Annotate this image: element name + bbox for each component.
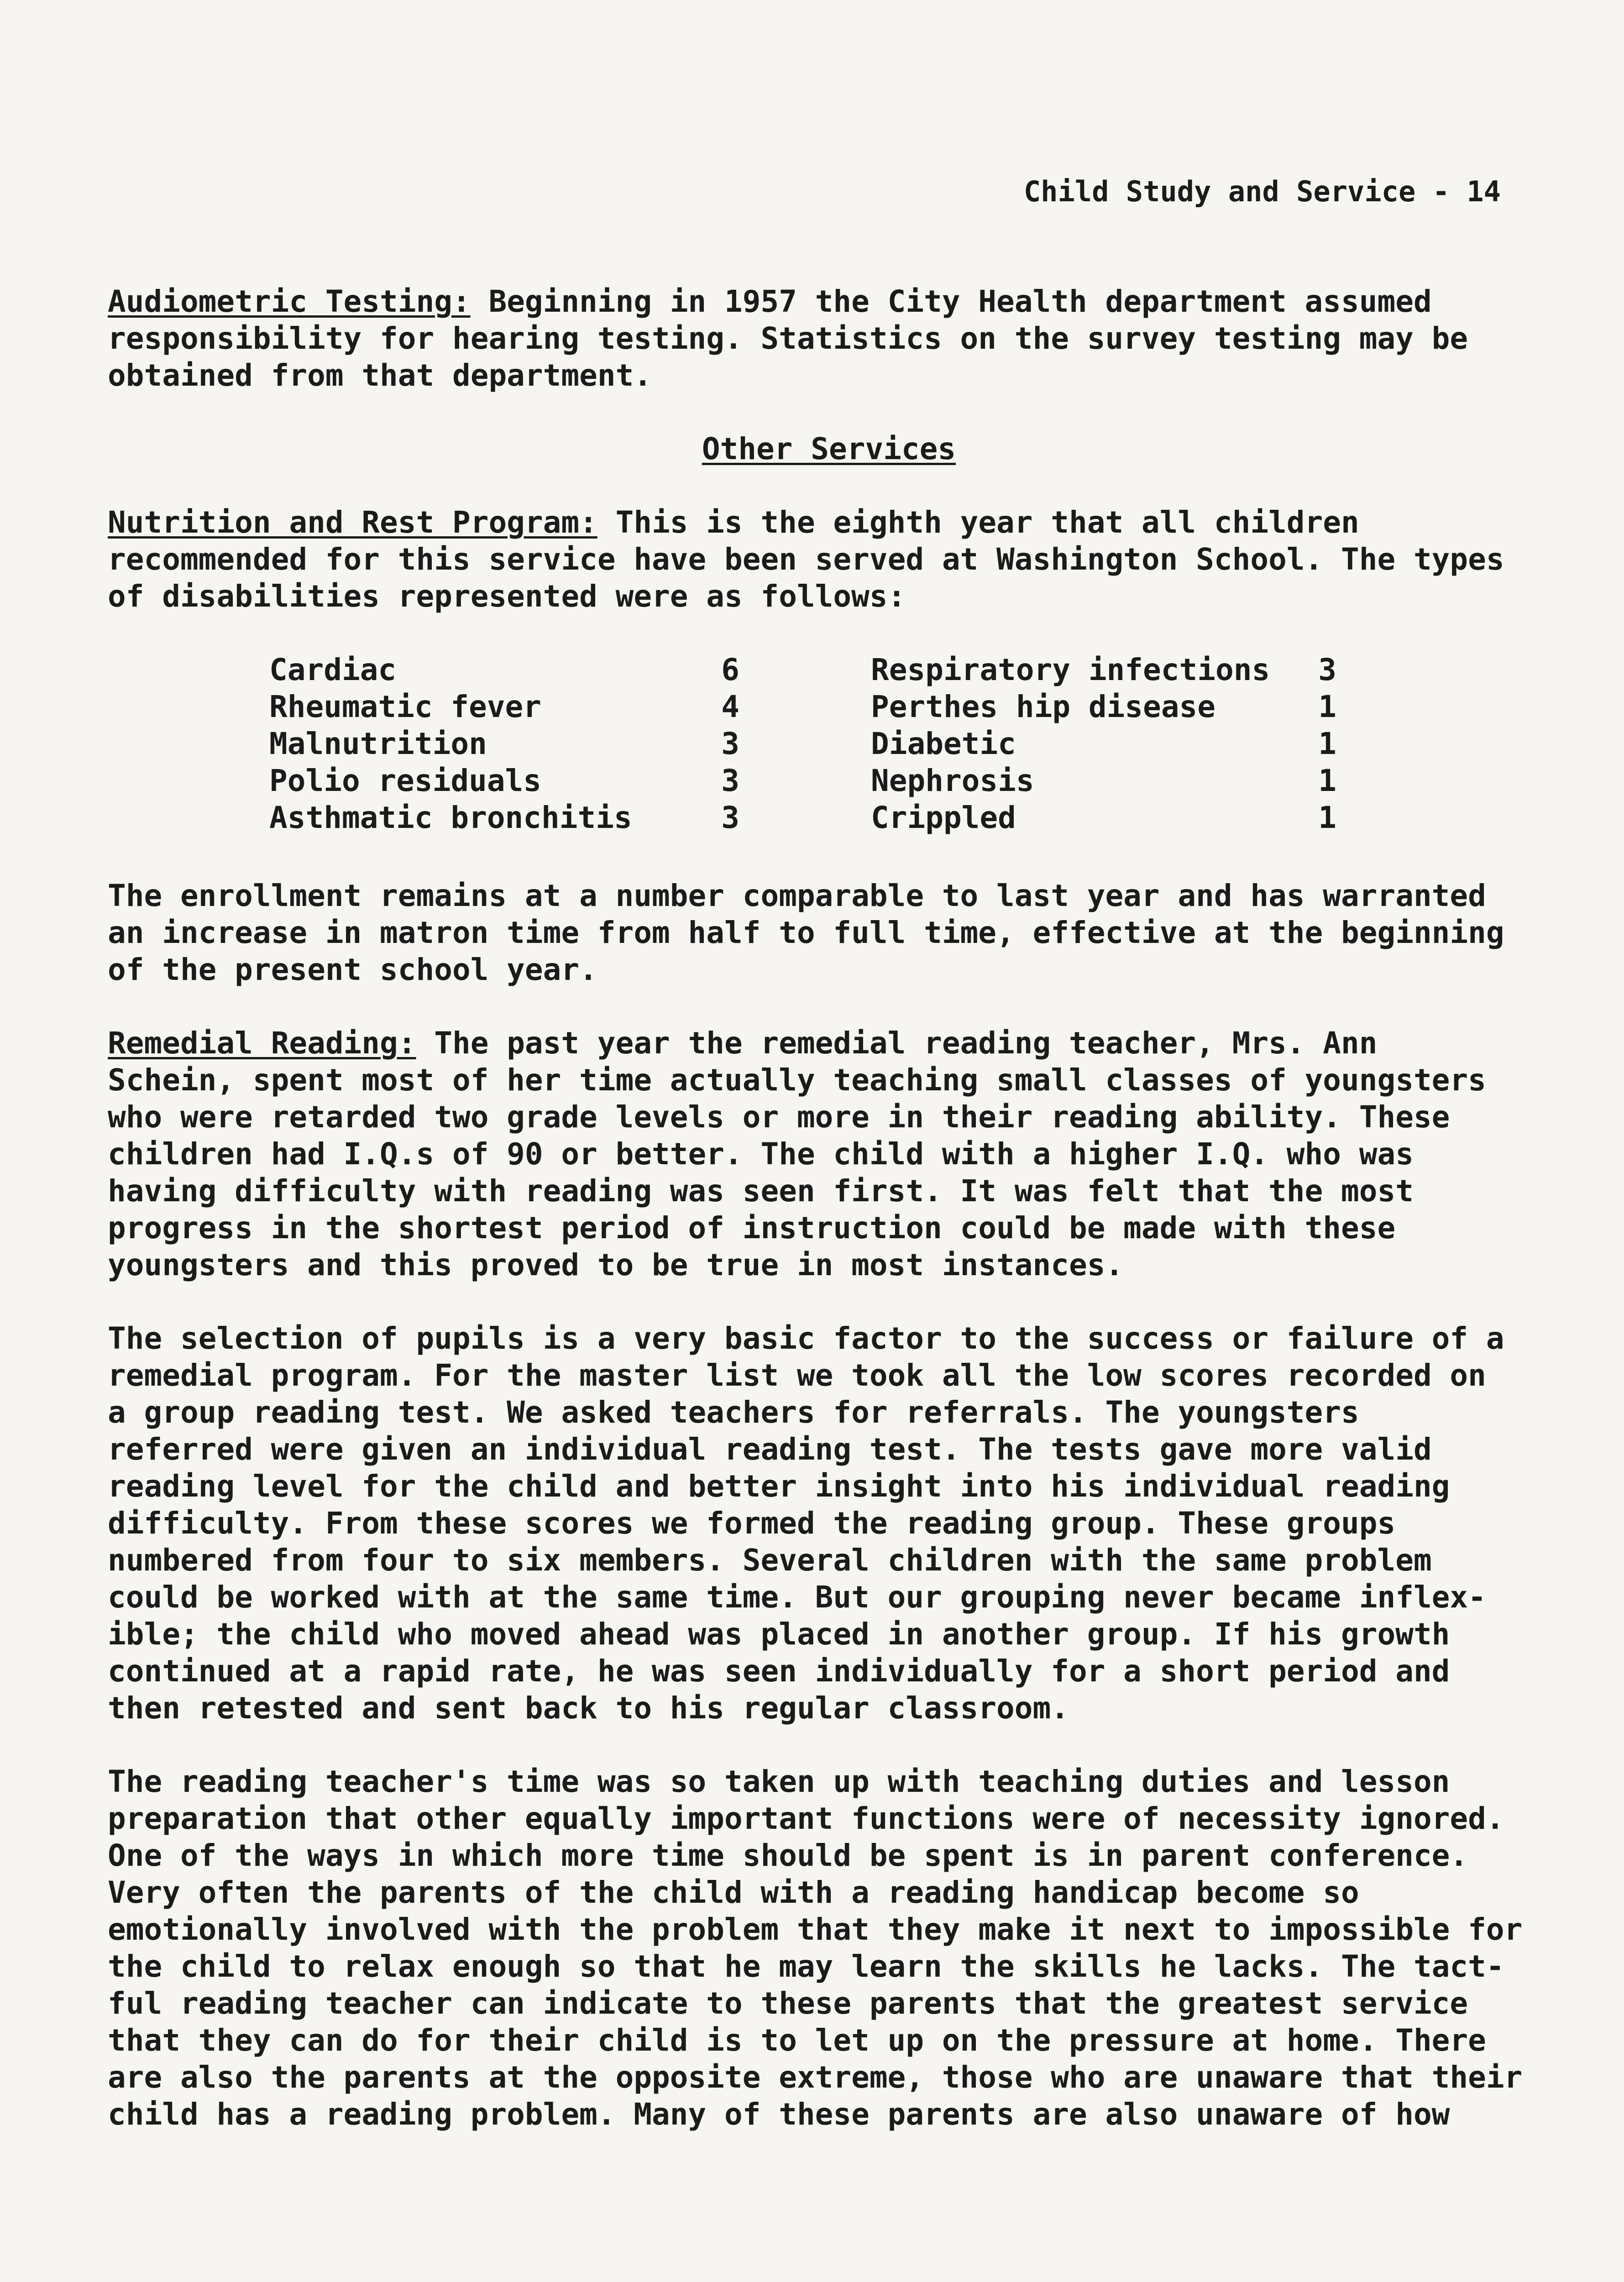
disability-count: 3 [1318,652,1336,687]
nutrition-text: This is the eighth year that all children recommended for this service have been served at Washington School. The types of disabilities represented were as follows: [108,505,1504,614]
table-row [871,651,1336,688]
audiometric-heading: Audiometric Testing: [108,284,471,319]
disability-name: Perthes hip disease [871,689,1215,724]
nutrition-paragraph [108,504,1523,615]
teacher-time-paragraph: The reading teacher's time was so taken up with teaching duties and lesson preparation that other equally important functions were of necessity ignored. One of the ways in which more time should be spent is in parent conference. Very often the parents of the child with a reading handicap become so emotionally involved with the problem that they make it next to impossible for the child to relax enough so that he may learn the skills he lacks. The tact- ful reading teacher can indicate to these parents that the greatest service that they can do for their child is to let up on the pressure at home. There are also the parents at the opposite extreme, those who are unaware that their child has a reading problem. Many of these parents are also unaware of how [108,1764,1523,2132]
disability-count: 1 [1318,763,1336,798]
audiometric-text: Beginning in 1957 the City Health department assumed responsibility for hearing testing. Statistics on the survey testing may be obtained from that department. [108,284,1468,393]
disability-count: 1 [1318,689,1336,724]
disability-name: Crippled [871,800,1016,835]
remedial-reading-paragraph [108,1025,1523,1283]
disability-name: Asthmatic bronchitis [269,800,632,835]
table-row [269,725,739,762]
table-row [269,688,739,725]
table-row [269,799,739,836]
table-row [871,762,1336,799]
disability-name: Malnutrition [269,726,487,761]
disability-count: 3 [721,800,739,835]
disabilities-column-right [871,651,1336,836]
disability-name: Respiratory infections [871,652,1270,687]
running-header: Child Study and Service - 14 [1023,175,1501,208]
table-row [269,651,739,688]
table-row [871,688,1336,725]
audiometric-paragraph [108,283,1523,394]
other-services-title-text: Other Services [702,431,956,466]
other-services-title [108,430,1523,467]
disability-count: 3 [721,763,739,798]
remedial-reading-text: The past year the remedial reading teacher, Mrs. Ann Schein, spent most of her time actually teaching small classes of youngsters who were retarded two grade levels or more in their reading ability. These children had I.Q.s of 90 or better. The child with a higher I.Q. who was having difficulty with reading was seen first. It was felt that the most progress in the shortest period of instruction could be made with these youngsters and this proved to be true in most instances. [108,1026,1486,1282]
table-row [871,799,1336,836]
disability-name: Cardiac [269,652,397,687]
disability-name: Nephrosis [871,763,1034,798]
disability-name: Rheumatic fever [269,689,542,724]
disability-count: 1 [1318,726,1336,761]
nutrition-heading: Nutrition and Rest Program: [108,505,597,540]
disability-name: Polio residuals [269,763,542,798]
disability-name: Diabetic [871,726,1016,761]
selection-paragraph: The selection of pupils is a very basic factor to the success or failure of a remedial program. For the master list we took all the low scores recorded on a group reading test. We asked teachers for referrals. The youngsters referred were given an individual reading test. The tests gave more valid reading level for the child and better insight into his individual reading difficulty. From these scores we formed the reading group. These groups numbered from four to six members. Several children with the same problem could be worked with at the same time. But our grouping never became inflex- ible; the child who moved ahead was placed in another group. If his growth continued at a rapid rate, he was seen individually for a short period and then retested and sent back to his regular classroom. [108,1321,1504,1726]
disabilities-column-left [269,651,739,836]
disability-count: 3 [721,726,739,761]
table-row [269,762,739,799]
page-body [108,283,1523,2169]
enrollment-paragraph: The enrollment remains at a number comparable to last year and has warranted an increase in matron time from half to full time, effective at the beginning of the present school year. [108,878,1504,987]
table-row [871,725,1336,762]
disability-count: 1 [1318,800,1336,835]
disabilities-table [108,651,1523,836]
disability-count: 6 [721,652,739,687]
remedial-reading-heading: Remedial Reading: [108,1026,416,1061]
disability-count: 4 [721,689,739,724]
